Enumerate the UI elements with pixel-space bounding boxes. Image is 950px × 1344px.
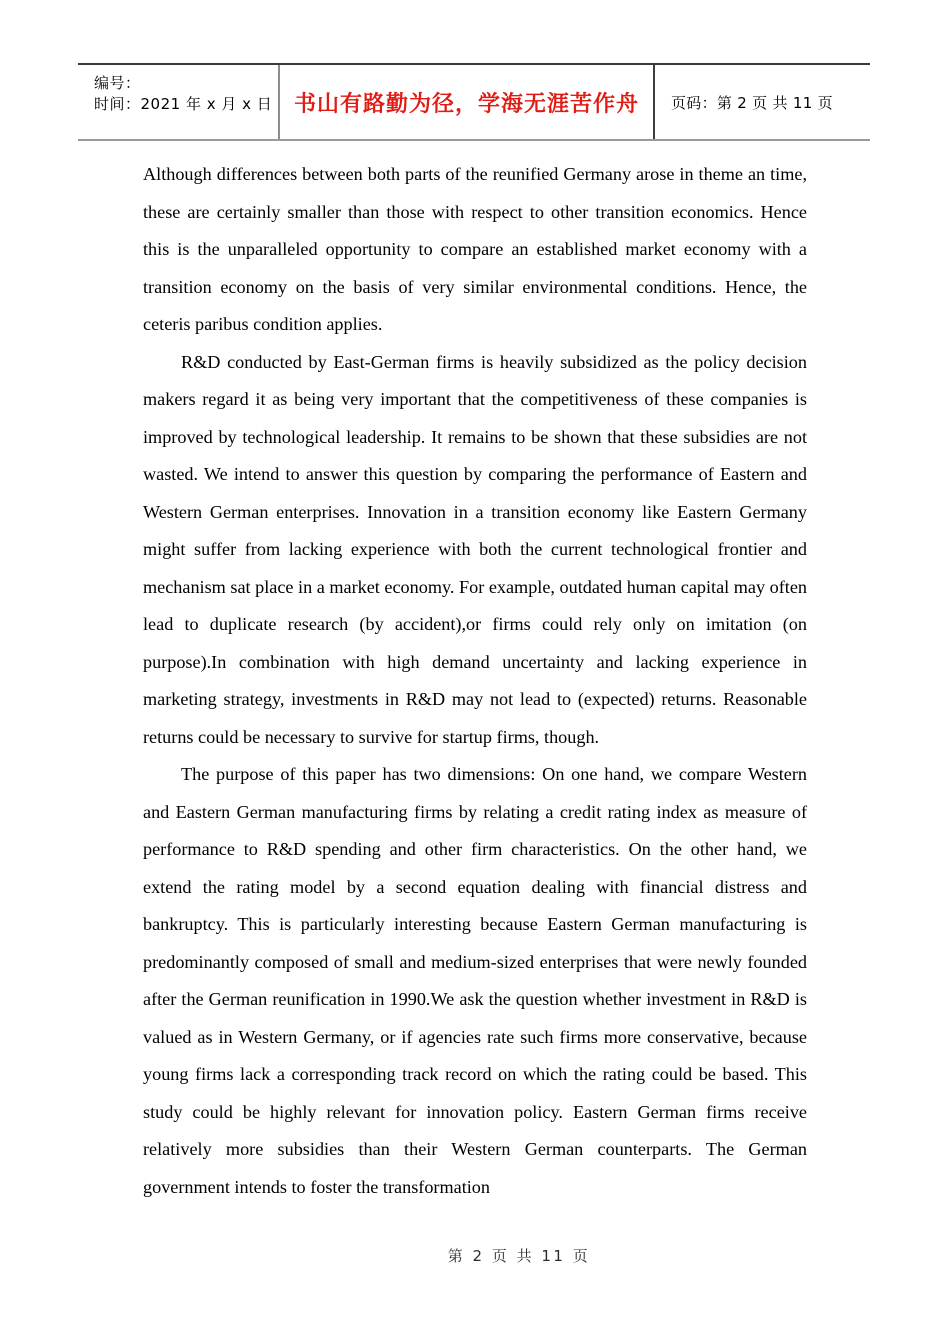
- header-cell-page-code: [655, 65, 870, 139]
- header-page-code-text: 页码：第 2 页 共 11 页: [671, 93, 833, 112]
- body-paragraph-3: The purpose of this paper has two dimensions: On one hand, we compare Western and Eastern German manufacturing firms by relating a credit rating index as measure of performance to R&D spending and other firm characteristics. On the other hand, we extend the rating model by a second equation dealing with financial distress and bankruptcy. This is particularly interesting because Eastern German manufacturing is predominantly composed of small and medium-sized enterprises that were newly founded after the German reunification in 1990.We ask the question whether investment in R&D is valued as in Western Germany, or if agencies rate such firms more conservative, because young firms lack a corresponding track record on which the rating could be based. This study could be highly relevant for innovation policy. Eastern German firms receive relatively more subsidies than their Western German counterparts. The German government intends to foster the transformation: [143, 764, 807, 1197]
- header-cell-document-info: [78, 65, 280, 139]
- body-paragraph-1: Although differences between both parts of the reunified Germany arose in theme an time, these are certainly smaller than those with respect to other transition economics. Hence this is the unparalleled opportunity to compare an established market economy with a transition economy on the basis of very similar environmental conditions. Hence, the ceteris paribus condition applies.: [143, 164, 807, 334]
- page-footer: [0, 1245, 950, 1266]
- header-cell-slogan: [280, 65, 655, 139]
- document-date-line: 时间：2021 年 x 月 x 日: [94, 95, 273, 113]
- document-body: [143, 156, 807, 1206]
- document-number-label: 编号：: [94, 74, 141, 92]
- page-header-table: [78, 63, 870, 141]
- body-paragraph-2: R&D conducted by East-German firms is heavily subsidized as the policy decision makers regard it as being very important that the competitiveness of these companies is improved by technological leadership. It remains to be shown that these subsidies are not wasted. We intend to answer this question by comparing the performance of Eastern and Western German enterprises. Innovation in a transition economy like Eastern Germany might suffer from lacking experience with both the current technological frontier and mechanism sat place in a market economy. For example, outdated human capital may often lead to duplicate research (by accident),or firms could rely only on imitation (on purpose).In combination with high demand uncertainty and lacking experience in marketing strategy, investments in R&D may not lead to (expected) returns. Reasonable returns could be necessary to survive for startup firms, though.: [143, 351, 807, 747]
- footer-page-indicator: 第 2 页 共 11 页: [447, 1247, 591, 1265]
- header-slogan-text: 书山有路勤为径，学海无涯苦作舟: [293, 90, 639, 117]
